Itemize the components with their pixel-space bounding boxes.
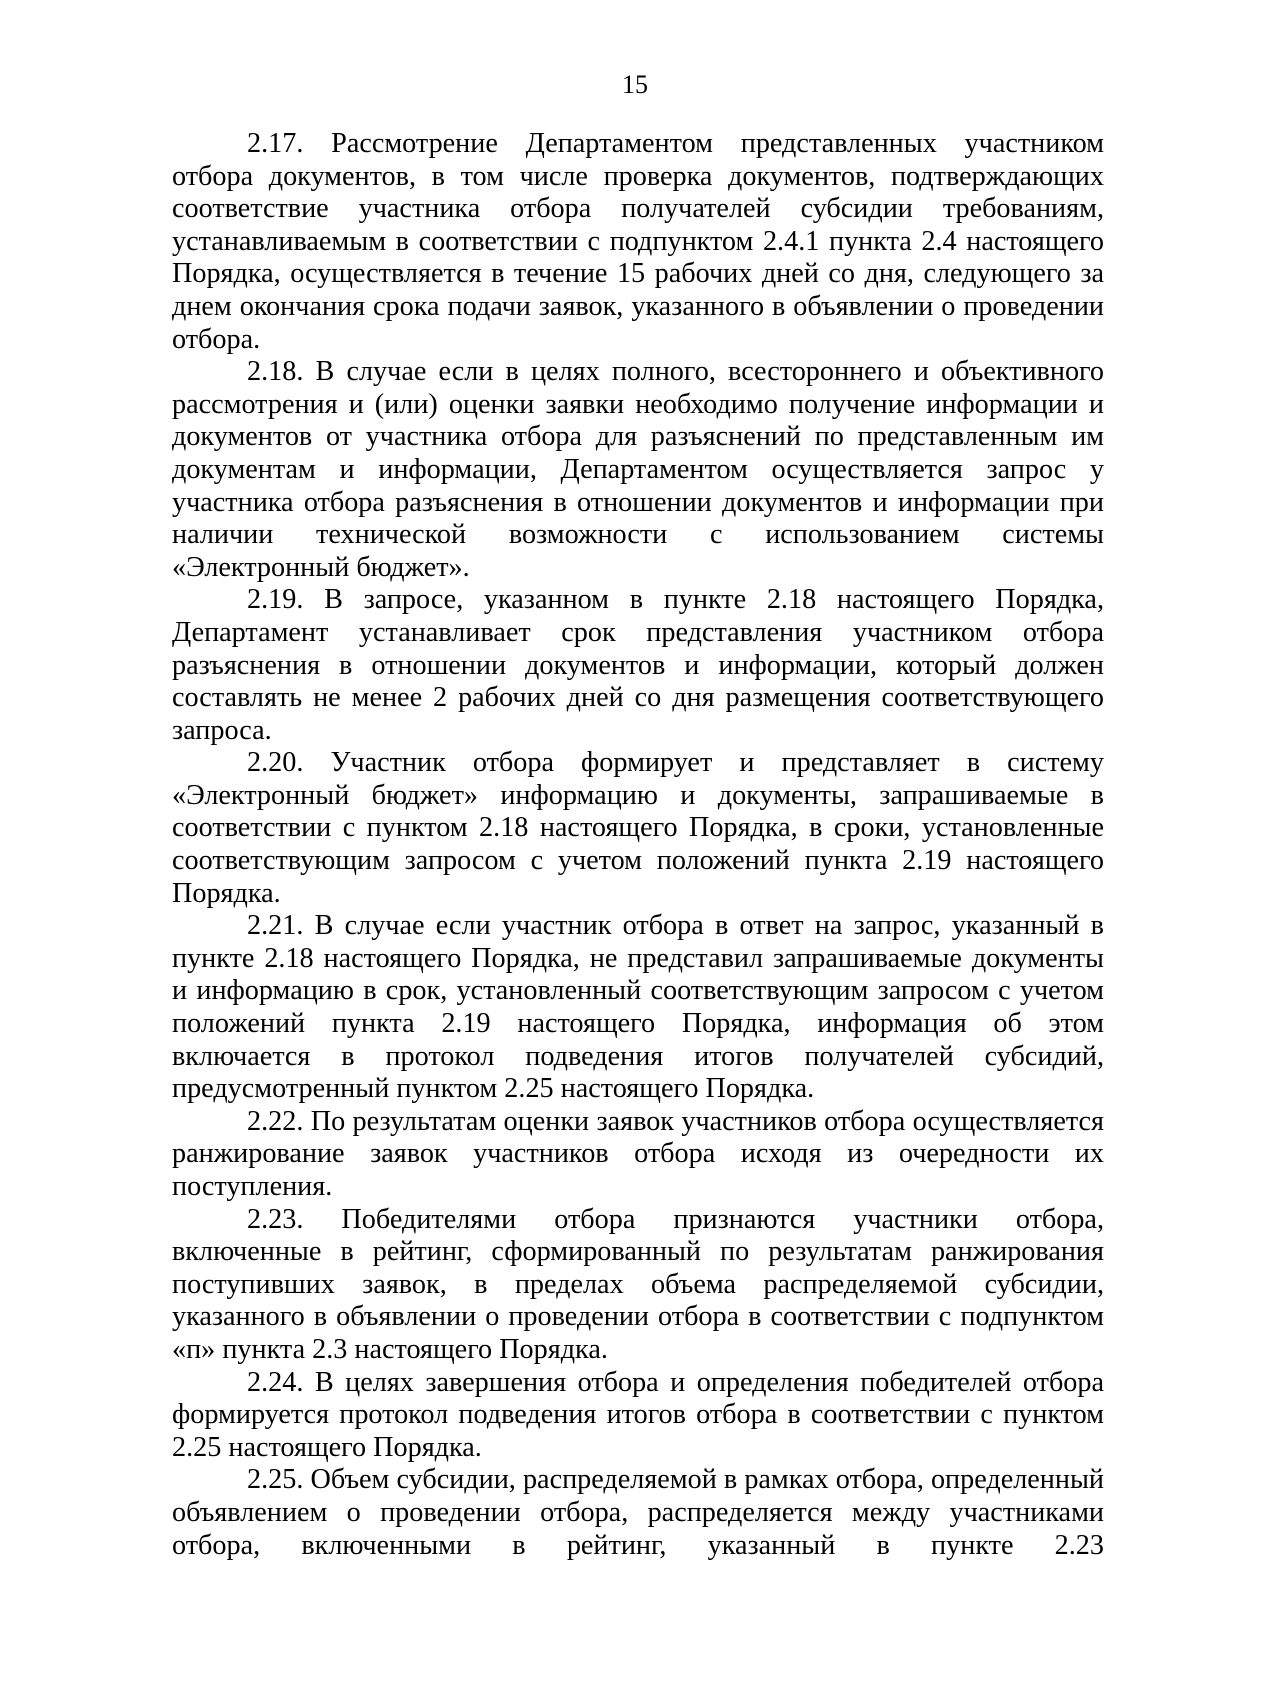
paragraph-2-23: 2.23. Победителями отбора признаются участники отбора, включенные в рейтинг, сформированный по результатам ранжирования поступивших заявок, в пределах объема распределяемой субсидии, указанного в объявлении о проведении отбора в соответствии с подпунктом «п» пункта 2.3 настоящего Порядка. [172,1203,1104,1365]
paragraph-2-17: 2.17. Рассмотрение Департаментом представленных участником отбора документов, в том числе проверка документов, подтверждающих соответствие участника отбора получателей субсидии требованиям, устанавливаемым в соответствии с подпунктом 2.4.1 пункта 2.4 настоящего Порядка, осуществляется в течение 15 рабочих дней со дня, следующего за днем окончания срока подачи заявок, указанного в объявлении о проведении отбора. [172,128,1104,355]
document-body [172,128,1104,1561]
page-number: 15 [622,70,648,99]
paragraph-2-20: 2.20. Участник отбора формирует и представляет в систему «Электронный бюджет» информацию и документы, запрашиваемые в соответствии с пунктом 2.18 настоящего Порядка, в сроки, установленные соответствующим запросом с учетом положений пункта 2.19 настоящего Порядка. [172,747,1104,909]
paragraph-2-25: 2.25. Объем субсидии, распределяемой в рамках отбора, определенный объявлением о проведении отбора, распределяется между участниками отбора, включенными в рейтинг, указанный в пункте 2.23 [172,1464,1104,1561]
paragraph-2-22: 2.22. По результатам оценки заявок участников отбора осуществляется ранжирование заявок участников отбора исходя из очередности их поступления. [172,1105,1104,1202]
paragraph-2-24: 2.24. В целях завершения отбора и определения победителей отбора формируется протокол подведения итогов отбора в соответствии с пунктом 2.25 настоящего Порядка. [172,1366,1104,1463]
paragraph-2-18: 2.18. В случае если в целях полного, всестороннего и объективного рассмотрения и (или) оценки заявки необходимо получение информации и документов от участника отбора для разъяснений по представленным им документам и информации, Департаментом осуществляется запрос у участника отбора разъяснения в отношении документов и информации при наличии технической возможности с использованием системы «Электронный бюджет». [172,356,1104,583]
paragraph-2-19: 2.19. В запросе, указанном в пункте 2.18 настоящего Порядка, Департамент устанавливает срок представления участником отбора разъяснения в отношении документов и информации, который должен составлять не менее 2 рабочих дней со дня размещения соответствующего запроса. [172,584,1104,746]
paragraph-2-21: 2.21. В случае если участник отбора в ответ на запрос, указанный в пункте 2.18 настоящего Порядка, не представил запрашиваемые документы и информацию в срок, установленный соответствующим запросом с учетом положений пункта 2.19 настоящего Порядка, информация об этом включается в протокол подведения итогов получателей субсидий, предусмотренный пунктом 2.25 настоящего Порядка. [172,910,1104,1105]
